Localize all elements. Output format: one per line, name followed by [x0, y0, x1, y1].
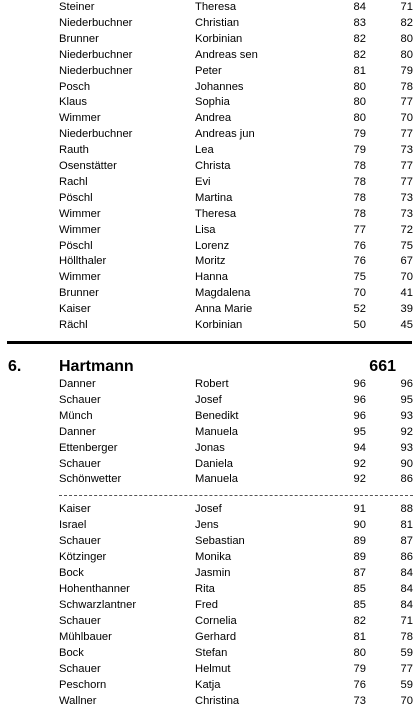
shooter-row [0, 159, 420, 175]
shooter-last-name: Klaus [59, 96, 87, 109]
shooter-row [0, 550, 420, 566]
shooter-score-1: 78 [353, 175, 366, 188]
shooter-score-1: 78 [353, 207, 366, 220]
shooter-last-name: Wimmer [59, 223, 101, 236]
shooter-row [0, 441, 420, 457]
shooter-row [0, 502, 420, 518]
shooter-last-name: Wimmer [59, 271, 101, 284]
shooter-last-name: Kaiser [59, 503, 91, 515]
shooter-score-1: 80 [353, 647, 366, 659]
shooter-last-name: Pöschl [59, 239, 93, 252]
shooter-first-name: Johannes [195, 80, 244, 93]
shooter-score-2: 92 [400, 425, 413, 438]
shooter-row [0, 223, 420, 239]
shooter-score-1: 80 [353, 80, 366, 93]
shooter-row [0, 582, 420, 598]
shooter-score-1: 85 [353, 599, 366, 611]
shooter-score-2: 73 [400, 144, 413, 157]
shooter-score-2: 84 [400, 583, 413, 595]
shooter-score-2: 73 [400, 207, 413, 220]
shooter-row [0, 409, 420, 425]
shooter-score-2: 78 [400, 631, 413, 643]
shooter-last-name: Kötzinger [59, 551, 107, 563]
shooter-score-2: 77 [400, 175, 413, 188]
shooter-score-1: 84 [353, 1, 366, 13]
shooter-last-name: Israel [59, 519, 87, 531]
shooter-score-2: 84 [400, 599, 413, 611]
shooter-score-1: 50 [353, 319, 366, 331]
shooter-first-name: Hanna [195, 271, 228, 284]
shooter-last-name: Schauer [59, 663, 101, 675]
shooter-score-1: 81 [353, 631, 366, 643]
shooter-score-2: 77 [400, 663, 413, 675]
shooter-row [0, 270, 420, 286]
shooter-score-1: 82 [353, 615, 366, 627]
shooter-score-2: 70 [400, 695, 413, 707]
shooter-first-name: Andreas sen [195, 48, 258, 61]
shooter-first-name: Josef [195, 503, 222, 515]
team-rank: 6. [8, 358, 22, 375]
shooter-first-name: Magdalena [195, 287, 251, 300]
shooter-score-1: 81 [353, 64, 366, 77]
shooter-last-name: Danner [59, 425, 96, 438]
shooter-row [0, 48, 420, 64]
shooter-first-name: Lisa [195, 223, 216, 236]
shooter-row [0, 646, 420, 662]
shooter-last-name: Schauer [59, 615, 101, 627]
shooter-row [0, 207, 420, 223]
shooter-last-name: Münch [59, 409, 93, 422]
shooter-first-name: Korbinian [195, 32, 243, 45]
shooter-score-1: 73 [353, 695, 366, 707]
shooter-row [0, 598, 420, 614]
shooter-row [0, 518, 420, 534]
shooter-first-name: Lea [195, 144, 214, 157]
shooter-row [0, 457, 420, 473]
shooter-last-name: Schauer [59, 393, 101, 406]
shooter-score-1: 92 [353, 457, 366, 470]
shooter-score-1: 77 [353, 223, 366, 236]
shooter-first-name: Rita [195, 583, 215, 595]
shooter-score-1: 95 [353, 425, 366, 438]
shooter-last-name: Höllthaler [59, 255, 107, 268]
shooter-last-name: Hohenthanner [59, 583, 130, 595]
shooter-score-1: 75 [353, 271, 366, 284]
shooter-last-name: Brunner [59, 32, 99, 45]
shooter-last-name: Rauth [59, 144, 89, 157]
shooter-last-name: Wimmer [59, 207, 101, 220]
shooter-score-1: 78 [353, 160, 366, 172]
shooter-score-2: 72 [400, 223, 413, 236]
shooter-last-name: Schwarzlantner [59, 599, 137, 611]
shooter-first-name: Lorenz [195, 239, 230, 252]
shooter-first-name: Korbinian [195, 319, 243, 331]
shooter-first-name: Manuela [195, 425, 238, 438]
shooter-score-1: 79 [353, 144, 366, 157]
shooter-first-name: Evi [195, 175, 211, 188]
shooter-row [0, 393, 420, 409]
shooter-first-name: Jens [195, 519, 219, 531]
shooter-last-name: Danner [59, 378, 96, 390]
shooter-last-name: Niederbuchner [59, 64, 133, 77]
shooter-score-2: 39 [400, 303, 413, 316]
shooter-score-2: 90 [400, 457, 413, 470]
shooter-row [0, 95, 420, 111]
shooter-last-name: Kaiser [59, 303, 91, 316]
shooter-score-1: 96 [353, 393, 366, 406]
shooter-score-1: 79 [353, 663, 366, 675]
shooter-score-2: 95 [400, 393, 413, 406]
shooter-last-name: Schauer [59, 457, 101, 470]
shooter-first-name: Anna Marie [195, 303, 253, 316]
shooter-score-1: 91 [353, 503, 366, 515]
shooter-score-2: 71 [400, 615, 413, 627]
shooter-row [0, 111, 420, 127]
shooter-row [0, 286, 420, 302]
shooter-first-name: Gerhard [195, 631, 237, 643]
shooter-first-name: Benedikt [195, 409, 239, 422]
shooter-score-2: 45 [400, 319, 413, 331]
shooter-row [0, 143, 420, 159]
shooter-last-name: Niederbuchner [59, 16, 133, 29]
shooter-score-2: 67 [400, 255, 413, 268]
shooter-last-name: Bock [59, 567, 84, 579]
shooter-row [0, 425, 420, 441]
team-name: Hartmann [59, 358, 134, 375]
shooter-row [0, 302, 420, 318]
shooter-first-name: Christa [195, 160, 231, 172]
shooter-row [0, 377, 420, 393]
shooter-first-name: Katja [195, 679, 221, 691]
team-total-score: 661 [369, 358, 396, 375]
shooter-last-name: Peschorn [59, 679, 107, 691]
shooter-score-2: 78 [400, 80, 413, 93]
shooter-first-name: Christian [195, 16, 240, 29]
shooter-score-1: 94 [353, 441, 366, 454]
shooter-score-2: 59 [400, 679, 413, 691]
shooter-last-name: Niederbuchner [59, 128, 133, 141]
shooter-score-2: 77 [400, 96, 413, 109]
shooter-last-name: Schauer [59, 535, 101, 547]
shooter-row [0, 32, 420, 48]
shooter-first-name: Josef [195, 393, 222, 406]
shooter-first-name: Theresa [195, 207, 237, 220]
shooter-row [0, 191, 420, 207]
shooter-first-name: Robert [195, 378, 229, 390]
shooter-row [0, 662, 420, 678]
shooter-score-1: 96 [353, 378, 366, 390]
shooter-score-1: 87 [353, 567, 366, 579]
shooter-last-name: Schönwetter [59, 473, 122, 486]
shooter-first-name: Martina [195, 191, 233, 204]
shooter-score-2: 77 [400, 128, 413, 141]
shooter-last-name: Rachl [59, 175, 88, 188]
shooter-score-2: 93 [400, 441, 413, 454]
shooter-first-name: Christina [195, 695, 240, 707]
shooter-score-1: 76 [353, 255, 366, 268]
shooter-score-2: 80 [400, 32, 413, 45]
shooter-first-name: Andreas jun [195, 128, 255, 141]
shooter-last-name: Pöschl [59, 191, 93, 204]
shooter-first-name: Sebastian [195, 535, 245, 547]
shooter-row [0, 16, 420, 32]
shooter-score-2: 86 [400, 473, 413, 486]
shooter-score-2: 77 [400, 160, 413, 172]
shooter-row [0, 630, 420, 646]
shooter-score-1: 52 [353, 303, 366, 316]
shooter-last-name: Posch [59, 80, 91, 93]
shooter-score-1: 76 [353, 679, 366, 691]
shooter-score-2: 88 [400, 503, 413, 515]
shooter-score-1: 82 [353, 48, 366, 61]
shooter-row [0, 239, 420, 255]
shooter-last-name: Wimmer [59, 112, 101, 125]
reserve-separator-rule [59, 495, 413, 496]
shooter-score-2: 70 [400, 271, 413, 284]
shooter-row [0, 0, 420, 16]
shooter-score-1: 92 [353, 473, 366, 486]
shooter-score-2: 96 [400, 378, 413, 390]
shooter-score-2: 86 [400, 551, 413, 563]
shooter-score-1: 82 [353, 32, 366, 45]
shooter-first-name: Jasmin [195, 567, 231, 579]
shooter-first-name: Cornelia [195, 615, 237, 627]
team-header [0, 357, 420, 377]
shooter-row [0, 64, 420, 80]
shooter-row [0, 566, 420, 582]
shooter-last-name: Osenstätter [59, 160, 117, 172]
shooter-first-name: Andrea [195, 112, 232, 125]
shooter-row [0, 614, 420, 630]
shooter-first-name: Theresa [195, 1, 237, 13]
shooter-score-2: 82 [400, 16, 413, 29]
shooter-row [0, 678, 420, 694]
shooter-row [0, 127, 420, 143]
shooter-row [0, 694, 420, 710]
shooter-row [0, 318, 420, 334]
shooter-score-1: 70 [353, 287, 366, 300]
shooter-score-1: 89 [353, 551, 366, 563]
shooter-score-1: 79 [353, 128, 366, 141]
shooter-score-2: 81 [400, 519, 413, 531]
shooter-first-name: Sophia [195, 96, 230, 109]
shooter-row [0, 472, 420, 488]
shooter-last-name: Brunner [59, 287, 99, 300]
shooter-first-name: Daniela [195, 457, 233, 470]
shooter-score-1: 83 [353, 16, 366, 29]
shooter-row [0, 175, 420, 191]
shooter-last-name: Ettenberger [59, 441, 118, 454]
shooter-first-name: Stefan [195, 647, 228, 659]
shooter-last-name: Niederbuchner [59, 48, 133, 61]
shooter-score-1: 76 [353, 239, 366, 252]
shooter-score-2: 75 [400, 239, 413, 252]
shooter-score-2: 87 [400, 535, 413, 547]
shooter-first-name: Moritz [195, 255, 226, 268]
shooter-score-2: 79 [400, 64, 413, 77]
shooter-score-2: 84 [400, 567, 413, 579]
shooter-last-name: Mühlbauer [59, 631, 112, 643]
shooter-score-2: 59 [400, 647, 413, 659]
shooter-last-name: Bock [59, 647, 84, 659]
shooter-first-name: Fred [195, 599, 219, 611]
shooter-score-1: 78 [353, 191, 366, 204]
shooter-score-2: 80 [400, 48, 413, 61]
shooter-row [0, 534, 420, 550]
team-separator-rule [7, 341, 412, 344]
shooter-score-1: 89 [353, 535, 366, 547]
shooter-score-1: 96 [353, 409, 366, 422]
shooter-score-2: 70 [400, 112, 413, 125]
shooter-last-name: Steiner [59, 1, 95, 13]
shooter-score-1: 80 [353, 112, 366, 125]
shooter-first-name: Peter [195, 64, 222, 77]
shooter-first-name: Helmut [195, 663, 231, 675]
shooter-score-1: 80 [353, 96, 366, 109]
shooter-score-2: 93 [400, 409, 413, 422]
shooter-last-name: Rächl [59, 319, 88, 331]
shooter-last-name: Wallner [59, 695, 97, 707]
shooter-row [0, 80, 420, 96]
shooter-score-2: 73 [400, 191, 413, 204]
shooter-score-2: 41 [400, 287, 413, 300]
shooter-first-name: Manuela [195, 473, 238, 486]
shooter-row [0, 254, 420, 270]
shooter-score-1: 85 [353, 583, 366, 595]
shooter-score-2: 71 [400, 1, 413, 13]
shooter-score-1: 90 [353, 519, 366, 531]
shooter-first-name: Jonas [195, 441, 225, 454]
shooter-first-name: Monika [195, 551, 232, 563]
